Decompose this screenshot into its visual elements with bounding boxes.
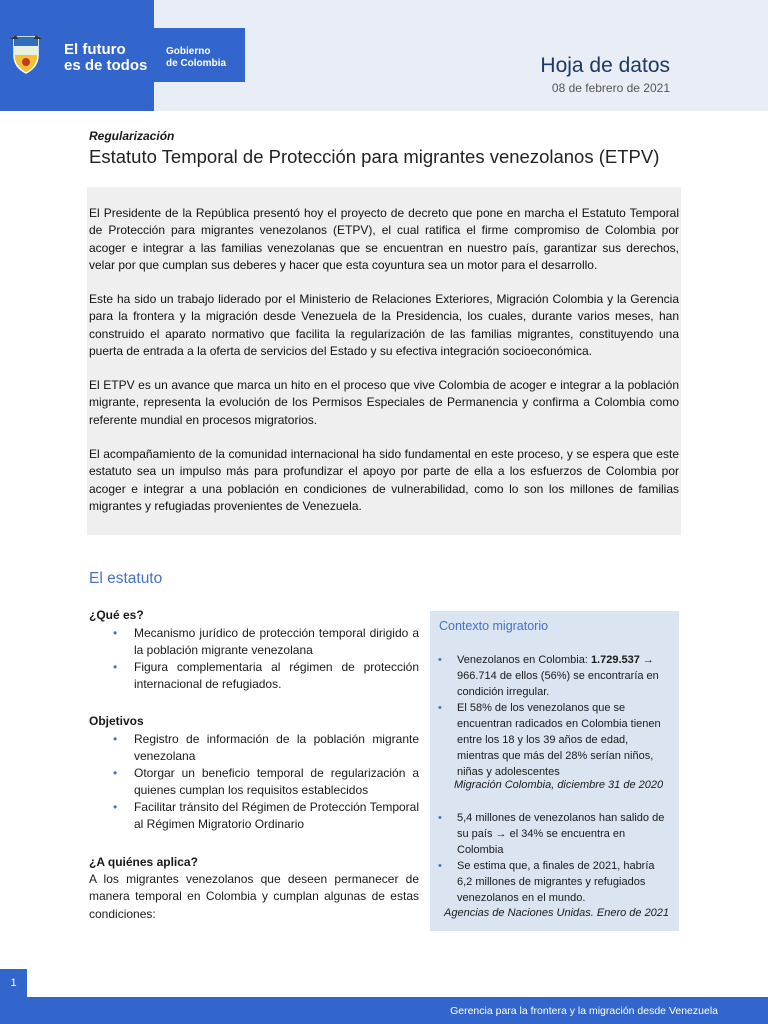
que-es-label: ¿Qué es? (89, 608, 144, 622)
intro-paragraph-1: El Presidente de la República presentó hoy el proyecto de decreto que pone en marcha el Estatuto Temporal de Protección para migrantes venezolanos (ETPV), el cual ratifica el firme compromiso de Colombia por acoger e integrar a las familias venezolanas que se encuentran en nuestro país, garantizar sus derechos, velar por que cumplan sus deberes y hacer que esta coyuntura sea un motor para el desarrollo. (89, 206, 679, 273)
objetivos-list (109, 731, 419, 833)
source-citation: Agencias de Naciones Unidas. Enero de 2021 (444, 907, 670, 919)
list-item: • Figura complementaria al régimen de protección internacional de refugiados. (113, 660, 419, 691)
intro-box (87, 187, 681, 535)
article-kicker: Regularización (89, 129, 175, 143)
section-heading-estatuto: El estatuto (89, 570, 163, 587)
context-list-2 (436, 810, 672, 906)
list-item: • Se estima que, a finales de 2021, habría 6,2 millones de migrantes y refugiados venezolanos en el mundo. (438, 860, 655, 904)
brand-logo-block (0, 0, 154, 111)
list-item: • Venezolanos en Colombia: 1.729.537 → 966.714 de ellos (56%) se encontraría en condición irregular. (438, 654, 659, 698)
context-list-1 (436, 652, 672, 780)
bullet-icon: • (113, 732, 118, 746)
source-citation: Migración Colombia, diciembre 31 de 2020 (454, 779, 664, 791)
page-title: Estatuto Temporal de Protección para migrantes venezolanos (ETPV) (89, 146, 660, 167)
objetivos-label: Objetivos (89, 714, 144, 728)
aplica-label: ¿A quiénes aplica? (89, 855, 198, 869)
document-date: 08 de febrero de 2021 (551, 81, 670, 95)
footer-text: Gerencia para la frontera y la migración desde Venezuela (450, 1005, 718, 1017)
intro-paragraph-3: El ETPV es un avance que marca un hito en el proceso que vive Colombia de acoger e integrar a la población migrante, representa la evolución de los Permisos Especiales de Permanencia y confirma a Colombia como referente mundial en procesos migratorios. (89, 378, 679, 427)
context-title: Contexto migratorio (439, 619, 549, 633)
intro-paragraph-2: Este ha sido un trabajo liderado por el Ministerio de Relaciones Exteriores, Migración Colombia y la Gerencia para la frontera y la migración desde Venezuela de la Presidencia, los cuales, durante varios meses, han construido el aparato normativo que facilita la regularización de las familias migrantes, constituyendo una puerta de entrada a la oferta de servicios del Estado y su efectiva integración socioeconómica. (89, 292, 679, 359)
venezuelans-count: 1.729.537 (590, 654, 640, 666)
bullet-icon: • (438, 702, 442, 714)
brand-line-1: El futuro (64, 41, 126, 58)
bullet-icon: • (113, 626, 118, 640)
bullet-icon: • (438, 860, 442, 872)
que-es-list (109, 625, 419, 693)
list-item: • 5,4 millones de venezolanos han salido de su país → el 34% se encuentra en Colombia (438, 812, 665, 856)
bullet-icon: • (113, 660, 118, 674)
bullet-icon: • (438, 654, 442, 666)
list-item: • Registro de información de la población migrante venezolana (113, 732, 419, 763)
list-item: • Mecanismo jurídico de protección temporal dirigido a la población migrante venezolana (113, 626, 419, 657)
bullet-icon: • (113, 766, 118, 780)
gov-line-2: de Colombia (166, 58, 227, 69)
footer-band (0, 997, 768, 1024)
gov-line-1: Gobierno (166, 46, 211, 57)
list-item: • El 58% de los venezolanos que se encuentran radicados en Colombia tienen entre los 18 y los 39 años de edad, mientras que más del 28% serían niños, niñas y adolescentes (438, 702, 661, 778)
list-item: • Facilitar tránsito del Régimen de Protección Temporal al Régimen Migratorio Ordinario (113, 800, 419, 831)
aplica-text: A los migrantes venezolanos que deseen permanecer de manera temporal en Colombia y cumplan algunas de estas condiciones: (89, 872, 419, 921)
colombia-coat-of-arms-icon (8, 33, 44, 75)
page-number: 1 (0, 969, 27, 997)
document-type: Hoja de datos (540, 54, 670, 77)
bullet-icon: • (113, 800, 118, 814)
intro-paragraph-4: El acompañamiento de la comunidad internacional ha sido fundamental en este proceso, y se espera que este estatuto sea un impulso más para profundizar el apoyo por parte de ella a los esfuerzos de Colombia por acoger e integrar a una población en condiciones de vulnerabilidad, como lo son los millones de familias migrantes y refugiadas provenientes de Venezuela. (89, 447, 679, 514)
brand-line-2: es de todos (64, 57, 148, 74)
context-sidebar (430, 611, 679, 931)
bullet-icon: • (438, 812, 442, 824)
list-item: • Otorgar un beneficio temporal de regularización a quienes cumplan los requisitos establecidos (113, 766, 419, 797)
